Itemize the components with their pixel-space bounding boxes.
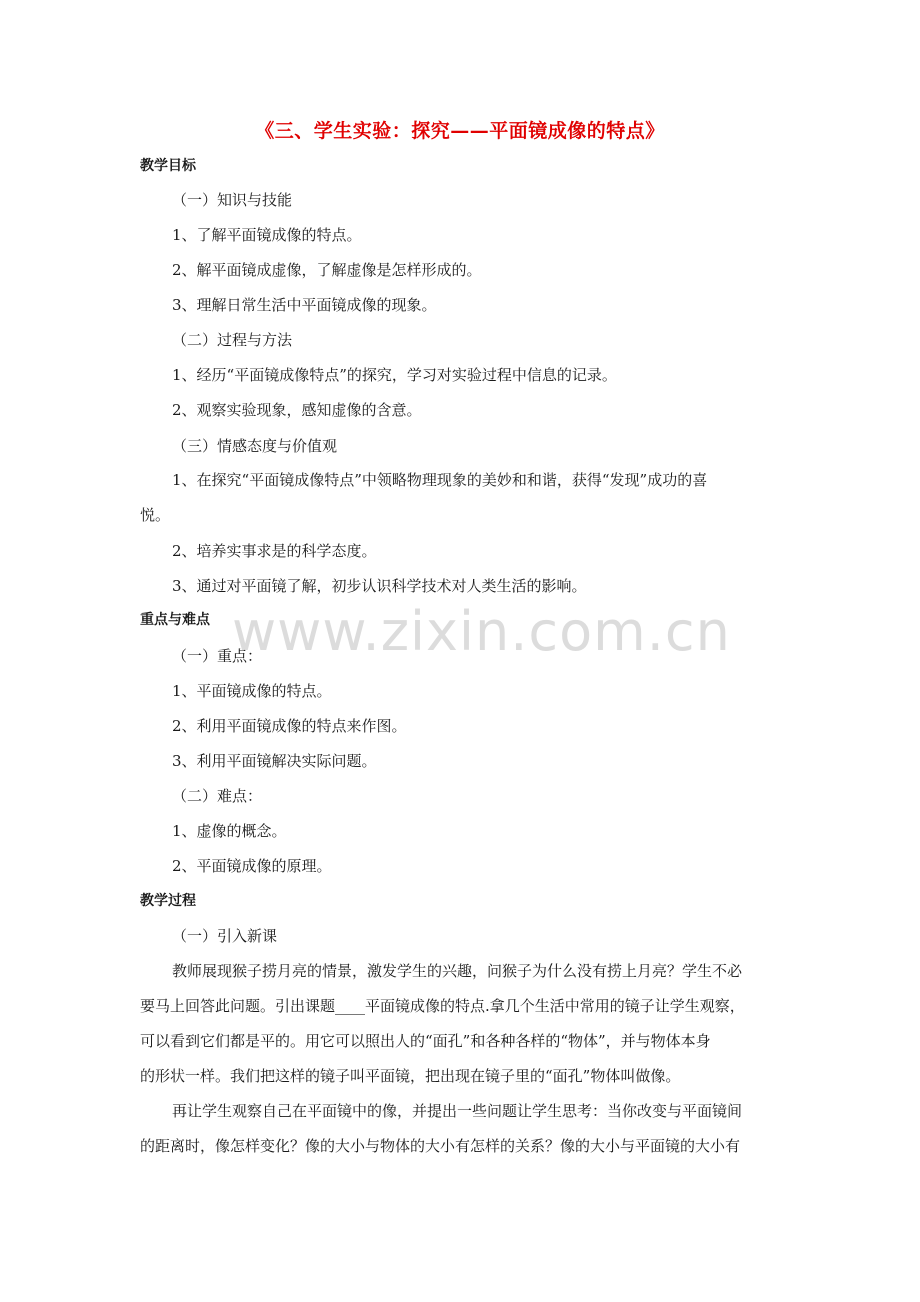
list-item: 2、解平面镜成虚像，了解虚像是怎样形成的。 [172,261,482,279]
list-item-continuation: 悦。 [140,506,171,524]
section-heading-process: 教学过程 [140,893,196,909]
paragraph-line: 再让学生观察自己在平面镜中的像，并提出一些问题让学生思考：当你改变与平面镜间 [172,1102,743,1120]
paragraph-line: 的形状一样。我们把这样的镜子叫平面镜，把出现在镜子里的“面孔”物体叫做像。 [140,1067,681,1085]
list-item: 1、了解平面镜成像的特点。 [172,226,362,244]
subheading-attitude-values: （三）情感态度与价值观 [172,437,338,455]
list-item: 3、利用平面镜解决实际问题。 [172,752,377,770]
section-heading-goals: 教学目标 [140,158,196,174]
subheading-process-methods: （二）过程与方法 [172,331,293,349]
paragraph-line: 要马上回答此问题。引出课题____平面镜成像的特点.拿几个生活中常用的镜子让学生观察， [140,997,745,1015]
list-item: 2、观察实验现象，感知虚像的含意。 [172,401,422,419]
list-item: 3、理解日常生活中平面镜成像的现象。 [172,296,437,314]
subheading-key: （一）重点： [172,647,263,665]
list-item: 1、虚像的概念。 [172,822,287,840]
paragraph-line: 可以看到它们都是平的。用它可以照出人的“面孔”和各种各样的“物体”，并与物体本身 [140,1032,711,1050]
paragraph-line: 的距离时，像怎样变化？像的大小与物体的大小有怎样的关系？像的大小与平面镜的大小有 [140,1137,741,1155]
list-item: 1、在探究“平面镜成像特点”中领略物理现象的美妙和和谐，获得“发现”成功的喜 [172,471,708,489]
list-item: 2、利用平面镜成像的特点来作图。 [172,717,407,735]
document-title: 《三、学生实验：探究——平面镜成像的特点》 [255,120,665,142]
list-item: 2、培养实事求是的科学态度。 [172,542,377,560]
subheading-intro: （一）引入新课 [172,927,278,945]
list-item: 1、平面镜成像的特点。 [172,682,332,700]
section-heading-key-points: 重点与难点 [140,612,210,628]
list-item: 1、经历“平面镜成像特点”的探究，学习对实验过程中信息的记录。 [172,366,617,384]
subheading-knowledge-skills: （一）知识与技能 [172,191,293,209]
list-item: 2、平面镜成像的原理。 [172,857,332,875]
paragraph-line: 教师展现猴子捞月亮的情景，激发学生的兴趣，问猴子为什么没有捞上月亮？学生不必 [172,962,743,980]
watermark: www.zixin.com.cn [232,600,731,663]
subheading-difficult: （二）难点： [172,787,263,805]
list-item: 3、通过对平面镜了解，初步认识科学技术对人类生活的影响。 [172,577,587,595]
